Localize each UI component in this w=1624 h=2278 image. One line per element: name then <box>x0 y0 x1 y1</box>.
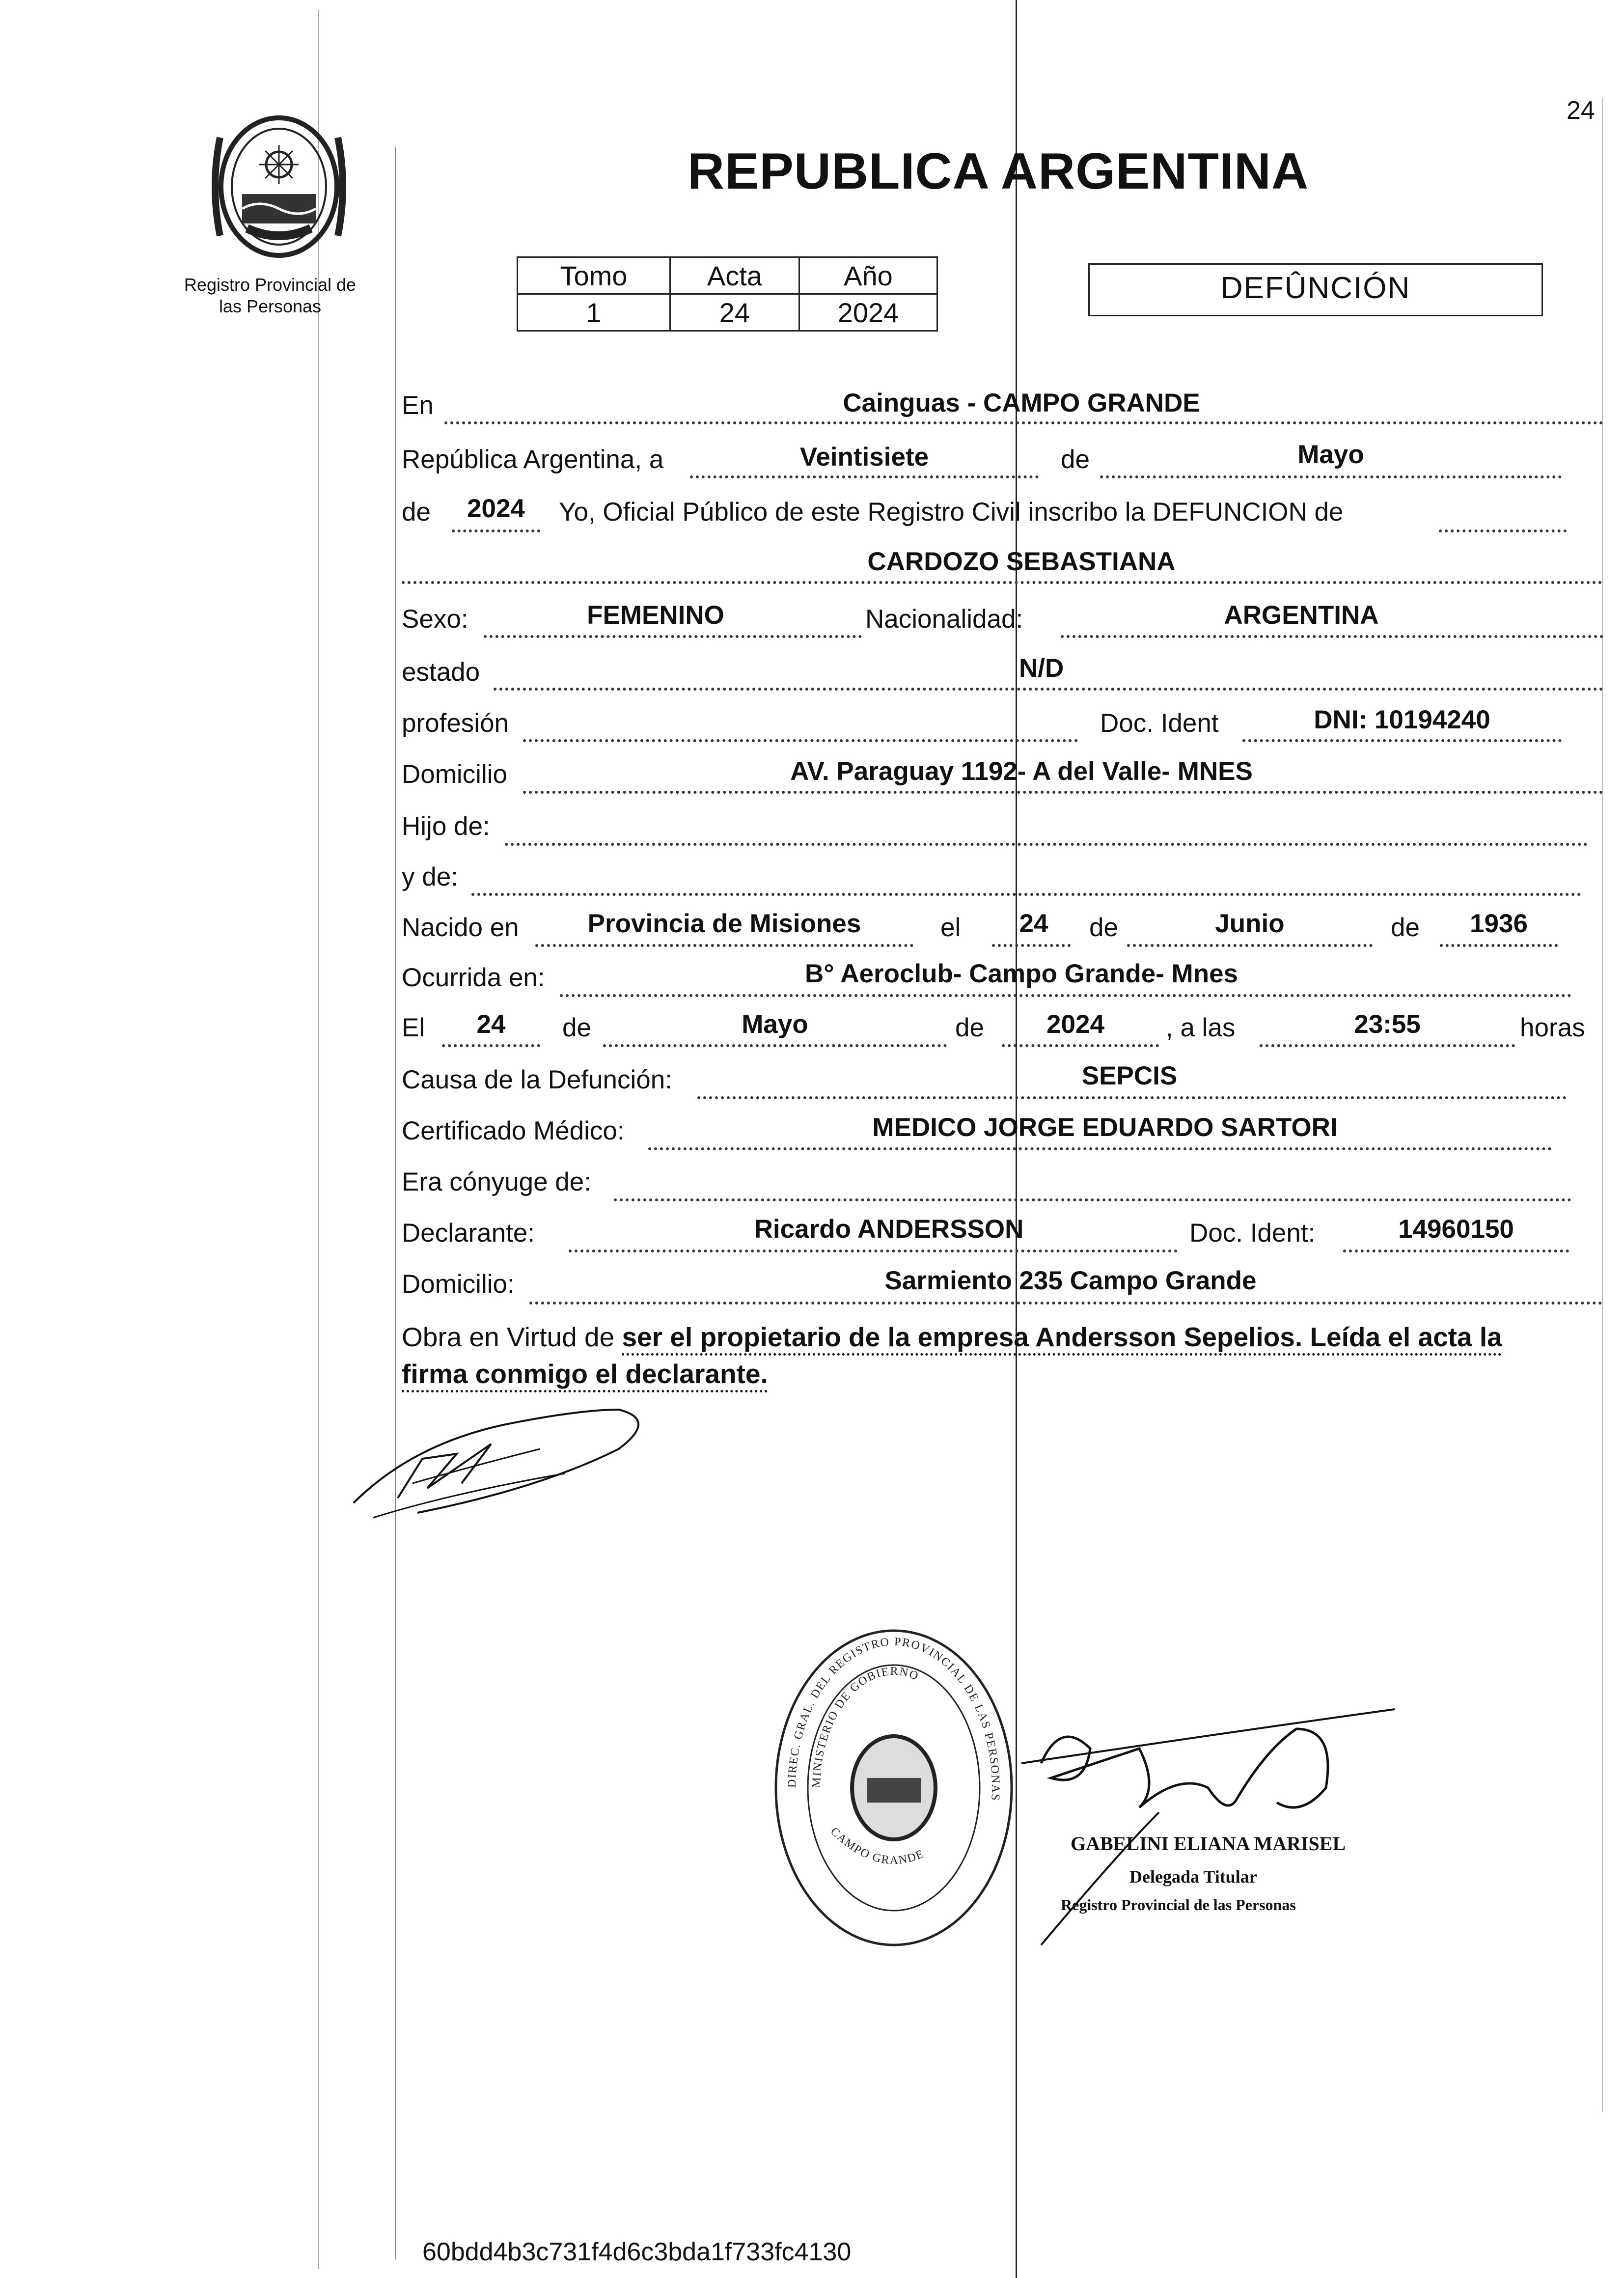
value-deceased-name: CARDOZO SEBASTIANA <box>867 547 1176 576</box>
label-horas: horas <box>1520 1013 1585 1042</box>
misiones-emblem <box>200 108 358 265</box>
left-edge-mark <box>318 10 319 2269</box>
label-doc-ident: Doc. Ident <box>1100 709 1219 738</box>
value-document: DNI: 10194240 <box>1314 705 1490 734</box>
dots-birth-place <box>535 944 913 947</box>
label-en: En <box>402 391 434 420</box>
record-table-header <box>518 257 937 294</box>
dots-death-day <box>442 1044 540 1047</box>
dots-birth-day <box>992 944 1071 947</box>
record-type-box <box>1088 263 1543 316</box>
dots-spouse <box>614 1198 1571 1201</box>
label-conyuge: Era cónyuge de: <box>402 1167 591 1196</box>
label-doc-ident-2: Doc. Ident: <box>1189 1219 1316 1248</box>
dots-nationality <box>1061 635 1603 638</box>
dots-birth-month <box>1127 944 1373 947</box>
value-death-time: 23:55 <box>1354 1010 1421 1039</box>
label-domicilio: Domicilio <box>402 760 507 789</box>
registry-label <box>167 274 373 317</box>
dots-place <box>444 421 1603 424</box>
right-edge-mark <box>1602 98 1603 2112</box>
record-header-acta: Acta <box>670 257 799 294</box>
official-title: Delegada Titular <box>1129 1867 1257 1887</box>
value-certificate: MEDICO JORGE EDUARDO SARTORI <box>872 1113 1338 1142</box>
official-stamp <box>766 1621 1021 1955</box>
value-address: AV. Paraguay 1192- A del Valle- MNES <box>790 757 1253 786</box>
dots-father <box>505 843 1588 846</box>
dots-declarant <box>569 1250 1178 1252</box>
official-name: GABELINI ELIANA MARISEL <box>1071 1833 1346 1855</box>
label-y-de: y de: <box>402 862 458 891</box>
value-month: Mayo <box>1297 440 1364 469</box>
label-nacido-en: Nacido en <box>402 913 519 942</box>
label-domicilio-2: Domicilio: <box>402 1270 515 1299</box>
stamp-inner-text: MINISTERIO DE GOBIERNO <box>810 1665 921 1788</box>
label-profesion: profesión <box>402 709 509 738</box>
official-signature <box>1021 1690 1404 1965</box>
value-death-year: 2024 <box>1046 1010 1104 1039</box>
value-birth-year: 1936 <box>1470 909 1528 938</box>
emblem-icon <box>200 108 358 265</box>
record-value-tomo: 1 <box>518 294 670 331</box>
value-civil-status: N/D <box>1019 654 1064 683</box>
label-causa: Causa de la Defunción: <box>402 1065 672 1094</box>
dots-declarant-doc <box>1343 1250 1569 1252</box>
record-value-acta: 24 <box>670 294 799 331</box>
record-type: DEFÛNCIÓN <box>1220 271 1411 305</box>
dots-day <box>690 475 1039 478</box>
signature-icon <box>344 1390 688 1537</box>
record-table <box>517 256 938 332</box>
value-day-words: Veintisiete <box>799 443 929 472</box>
label-a-las: , a las <box>1166 1013 1236 1042</box>
dots-death-place <box>560 994 1571 997</box>
dots-estado <box>494 688 1603 691</box>
value-birth-month: Junio <box>1215 909 1285 938</box>
dots-profession <box>523 739 1078 742</box>
dots-month <box>1100 475 1562 478</box>
label-sexo: Sexo: <box>402 605 468 634</box>
registry-line-1: Registro Provincial de <box>184 275 357 295</box>
registry-line-2: las Personas <box>219 296 322 316</box>
official-signature-icon <box>1021 1690 1404 1965</box>
dots-document <box>1242 739 1562 742</box>
dots-certificate <box>648 1147 1552 1150</box>
obra-text-1: ser el propietario de la empresa Andersson Sepelios. Leída el acta la <box>622 1322 1502 1352</box>
label-de-5: de <box>562 1013 591 1042</box>
label-certificado: Certificado Médico: <box>402 1116 625 1145</box>
label-el-1: el <box>940 913 961 942</box>
stamp-outer-text: DIREC. GRAL. DEL REGISTRO PROVINCIAL DE LAS PERSONAS <box>785 1635 1002 1802</box>
label-ocurrida-en: Ocurrida en: <box>402 963 545 992</box>
record-value-anio: 2024 <box>799 294 937 331</box>
dots-yo-end <box>1439 529 1567 532</box>
stamp-bottom-text: CAMPO GRANDE <box>827 1825 927 1867</box>
label-nacionalidad: Nacionalidad: <box>865 605 1023 634</box>
label-republica: República Argentina, a <box>402 445 664 474</box>
label-el-2: El <box>402 1013 425 1042</box>
dots-cause <box>697 1096 1567 1099</box>
dots-birth-year <box>1440 944 1558 947</box>
value-nationality: ARGENTINA <box>1224 601 1379 630</box>
dots-declarant-address <box>529 1302 1602 1305</box>
value-death-month: Mayo <box>742 1010 808 1039</box>
obra-line-1 <box>402 1321 1502 1353</box>
value-declarant-address: Sarmiento 235 Campo Grande <box>884 1266 1257 1295</box>
dots-mother <box>471 893 1581 896</box>
value-sex: FEMENINO <box>587 601 724 630</box>
obra-text-2: firma conmigo el declarante. <box>402 1359 768 1389</box>
page-title: REPUBLICA ARGENTINA <box>688 143 1309 200</box>
label-hijo-de: Hijo de: <box>402 812 490 841</box>
value-birth-place: Provincia de Misiones <box>587 909 861 938</box>
label-declarante: Declarante: <box>402 1219 535 1248</box>
obra-line-2 <box>402 1358 768 1389</box>
label-de-6: de <box>955 1013 984 1042</box>
dots-death-year <box>1002 1044 1159 1047</box>
value-declarant: Ricardo ANDERSSON <box>754 1215 1024 1244</box>
label-de-3: de <box>1089 913 1118 942</box>
value-cause: SEPCIS <box>1081 1061 1178 1090</box>
stamp-icon <box>766 1621 1021 1955</box>
record-header-tomo: Tomo <box>518 257 670 294</box>
label-yo-oficial: Yo, Oficial Público de este Registro Civil inscribo la DEFUNCION de <box>559 498 1344 527</box>
label-de-1: de <box>1061 445 1090 474</box>
dots-name <box>402 581 1602 584</box>
dots-year <box>452 529 540 532</box>
dots-address <box>523 791 1603 794</box>
left-margin-line <box>395 147 396 2259</box>
obra-prefix: Obra en Virtud de <box>402 1322 615 1352</box>
value-death-place: B° Aeroclub- Campo Grande- Mnes <box>804 959 1239 988</box>
label-de-2: de <box>402 498 431 527</box>
document-hash: 60bdd4b3c731f4d6c3bda1f733fc4130 <box>422 2238 852 2266</box>
label-estado: estado <box>402 658 480 687</box>
value-death-day: 24 <box>476 1010 506 1039</box>
dots-sex <box>484 635 862 638</box>
label-de-4: de <box>1391 913 1420 942</box>
value-year: 2024 <box>467 494 525 523</box>
dots-death-month <box>603 1044 947 1047</box>
official-registry: Registro Provincial de las Personas <box>1061 1896 1296 1914</box>
value-birth-day: 24 <box>1019 909 1048 938</box>
dots-death-time <box>1260 1044 1515 1047</box>
declarant-signature <box>344 1390 688 1537</box>
record-header-anio: Año <box>799 257 937 294</box>
value-declarant-doc: 14960150 <box>1398 1215 1514 1244</box>
value-place: Cainguas - CAMPO GRANDE <box>843 389 1200 417</box>
record-table-values <box>518 294 937 331</box>
page-number: 24 <box>1567 96 1595 125</box>
